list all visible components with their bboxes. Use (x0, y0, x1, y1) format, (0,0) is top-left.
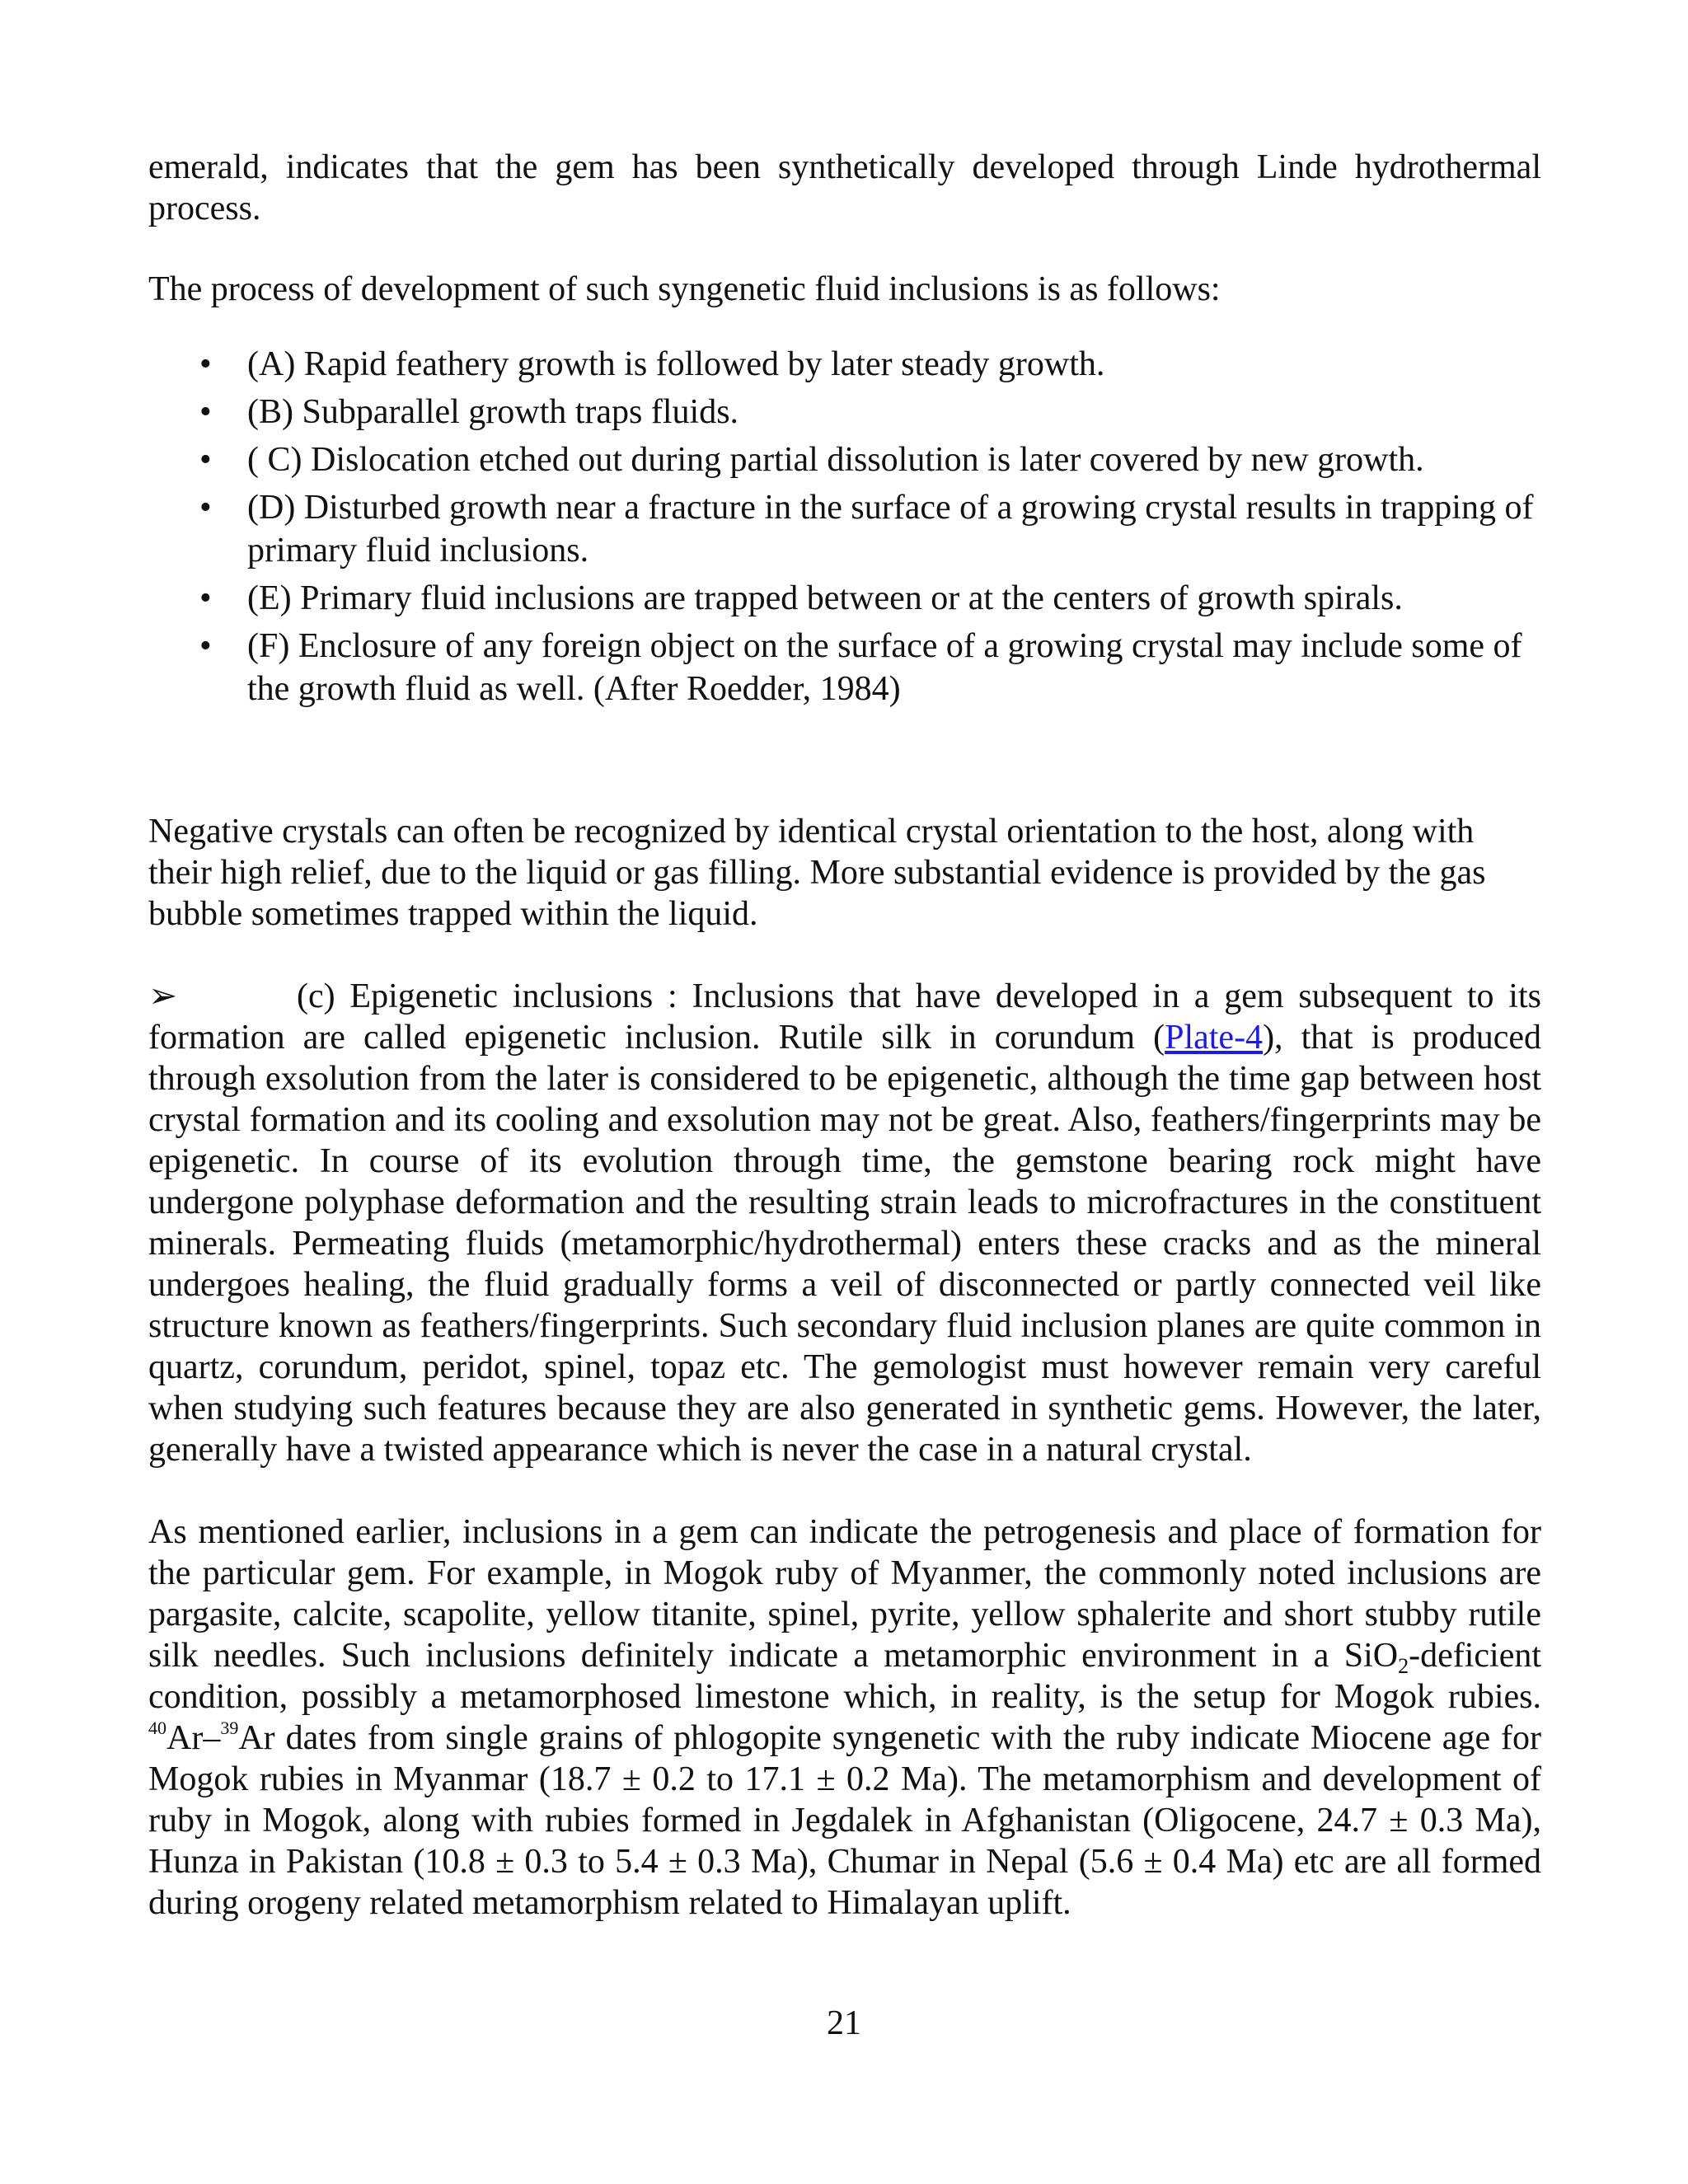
negative-crystals-paragraph: Negative crystals can often be recognized by identical crystal orientation to the host, along with their high relief, due to the liquid or gas filling. More substantial evidence is provided by the gas bubble sometimes trapped within the liquid. (148, 813, 1486, 933)
bullet-item-e (148, 577, 1541, 620)
bullet-text: (F) Enclosure of any foreign object on the surface of a growing crystal may include some of the growth fluid as well. (After Roedder, 1984) (247, 627, 1522, 708)
mogok-text-a: As mentioned earlier, inclusions in a gem can indicate the petrogenesis and place of formation for the particular gem. For example, in Mogok ruby of Myanmer, the commonly noted inclusions are pargasite, calcite, scapolite, yellow titanite, spinel, pyrite, yellow sphalerite and short stubby rutile silk needles. Such inclusions definitely indicate a metamorphic environment in a SiO (148, 1513, 1541, 1675)
bullet-text: ( C) Dislocation etched out during partial dissolution is later covered by new growth. (247, 441, 1424, 479)
mogok-text-c: Ar– (166, 1719, 221, 1757)
epigenetic-paragraph (148, 976, 1541, 1470)
epigenetic-text-a: (c) Epigenetic inclusions : Inclusions that have developed in a gem subsequent to its formation are called epigenetic inclusion. Rutile silk in corundum ( (148, 977, 1541, 1057)
superscript-39: 39 (220, 1718, 239, 1738)
bullet-marker: • (199, 441, 212, 479)
subscript-2: 2 (1398, 1654, 1409, 1678)
bullet-item-c (148, 438, 1541, 481)
mogok-text-d: Ar dates from single grains of phlogopite syngenetic with the ruby indicate Miocene age for Mogok rubies in Myanmar (18.7 ± 0.2 to 17.1 ± 0.2 Ma). The metamorphism and development of ruby in Mogok, along with rubies formed in Jegdalek in Afghanistan (Oligocene, 24.7 ± 0.3 Ma), Hunza in Pakistan (10.8 ± 0.3 to 5.4 ± 0.3 Ma), Chumar in Nepal (5.6 ± 0.4 Ma) etc are all formed during orogeny related metamorphism related to Himalayan uplift. (148, 1719, 1541, 1922)
epigenetic-text-b: ), that is produced through exsolution from the later is considered to be epigenetic, although the time gap between host crystal formation and its cooling and exsolution may not be great. Also, feathers/fingerprints may be epigenetic. In course of its evolution through time, the gemstone bearing rock might have undergone polyphase deformation and the resulting strain leads to microfractures in the constituent minerals. Permeating fluids (metamorphic/hydrothermal) enters these cracks and as the mineral undergoes healing, the fluid gradually forms a veil of disconnected or partly connected veil like structure known as feathers/fingerprints. Such secondary fluid inclusion planes are quite common in quartz, corundum, peridot, spinel, topaz etc. The gemologist must however remain very careful when studying such features because they are also generated in synthetic gems. However, the later, generally have a twisted appearance which is never the case in a natural crystal. (148, 1019, 1541, 1469)
process-bullet-list (148, 343, 1541, 710)
page-content (148, 147, 1541, 1924)
bullet-marker: • (199, 393, 212, 431)
mogok-paragraph (148, 1511, 1541, 1924)
bullet-text: (A) Rapid feathery growth is followed by later steady growth. (247, 345, 1105, 383)
bullet-marker: • (199, 489, 212, 527)
bullet-text: (B) Subparallel growth traps fluids. (247, 393, 739, 431)
bullet-marker: • (199, 627, 212, 665)
bullet-text: (D) Disturbed growth near a fracture in the surface of a growing crystal results in trapping of primary fluid inclusions. (247, 489, 1534, 569)
superscript-40: 40 (148, 1718, 166, 1738)
bullet-item-f (148, 625, 1541, 710)
bullet-item-d (148, 486, 1541, 572)
bullet-item-b (148, 391, 1541, 434)
mogok-text-b: -deficient condition, possibly a metamorphosed limestone which, in reality, is the setup for Mogok rubies. (148, 1637, 1541, 1716)
process-paragraph: The process of development of such syngenetic fluid inclusions is as follows: (148, 270, 1221, 308)
bullet-marker: • (199, 579, 212, 617)
bullet-item-a (148, 343, 1541, 386)
page-number: 21 (827, 2004, 861, 2042)
arrow-bullet-icon: ➢ (148, 977, 178, 1015)
plate-4-link[interactable]: Plate-4 (1165, 1019, 1264, 1057)
intro-paragraph: emerald, indicates that the gem has been synthetically developed through Linde hydrothermal process. (148, 148, 1541, 227)
bullet-marker: • (199, 345, 212, 383)
bullet-text: (E) Primary fluid inclusions are trapped between or at the centers of growth spirals. (247, 579, 1403, 617)
